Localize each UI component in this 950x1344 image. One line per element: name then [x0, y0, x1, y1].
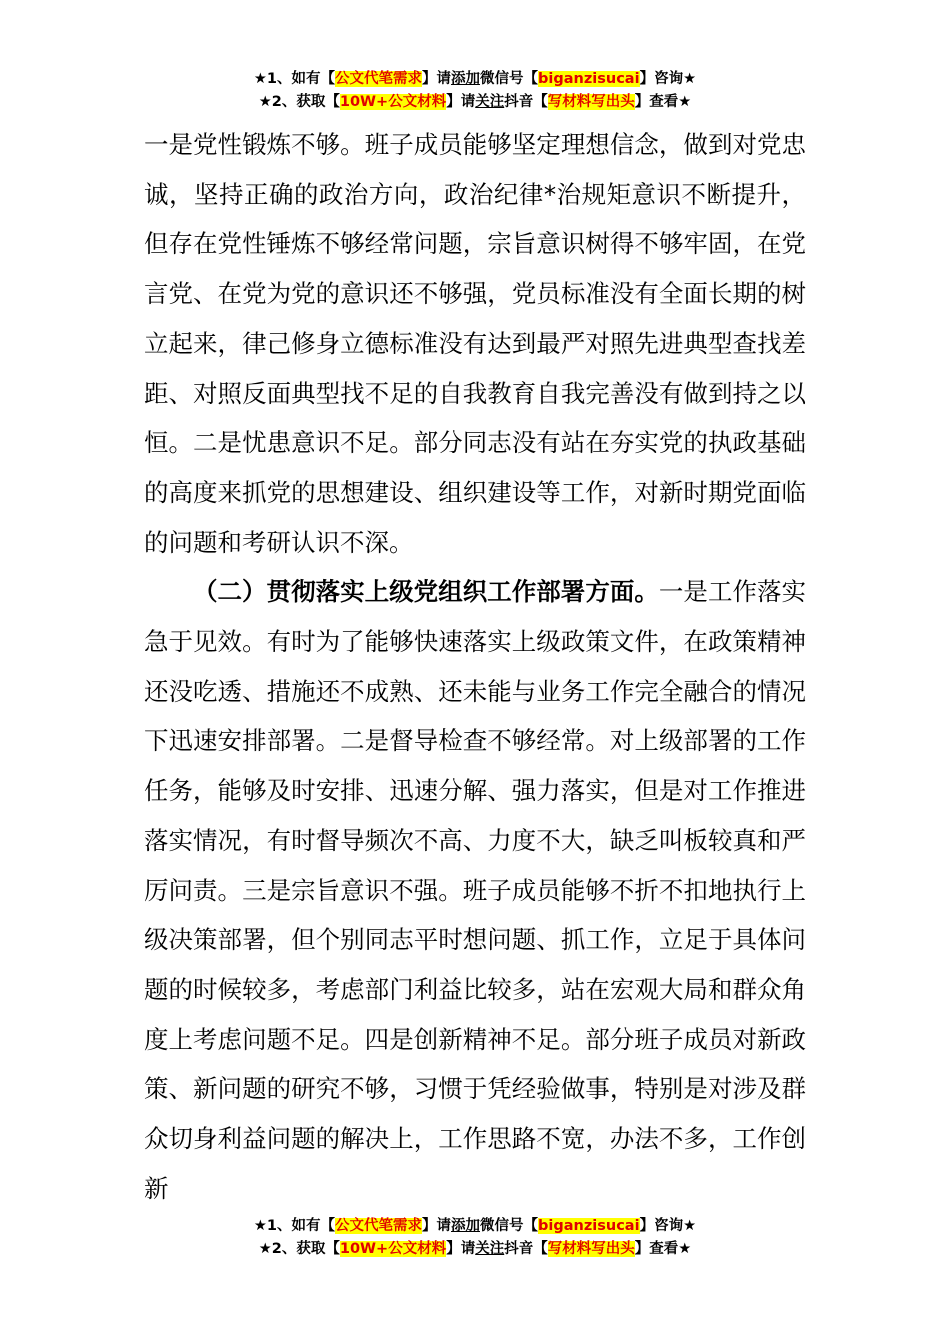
banner-1-prefix: ★1、如有【	[253, 71, 336, 87]
footer-1-middle-2: 微信号【	[480, 1218, 539, 1234]
banner-1-emphasis: 添加	[451, 71, 481, 87]
banner-2-suffix: 】查看★	[634, 94, 692, 110]
footer-2-highlight-1: 10W+公文材料	[339, 1241, 447, 1257]
banner-1-middle-1: 】请	[422, 71, 452, 87]
footer-1-suffix: 】咨询★	[639, 1218, 697, 1234]
footer-banner	[0, 1215, 950, 1261]
banner-2-highlight-1: 10W+公文材料	[339, 94, 447, 110]
footer-1-middle-1: 】请	[422, 1218, 452, 1234]
footer-1-highlight-1: 公文代笔需求	[335, 1218, 423, 1234]
footer-line-2	[0, 1238, 950, 1261]
banner-2-middle-2: 抖音【	[504, 94, 548, 110]
section-body: 一是工作落实急于见效。有时为了能够快速落实上级政策文件，在政策精神还没吃透、措施还不成熟、还未能与业务工作完全融合的情况下迅速安排部署。二是督导检查不够经常。对上级部署的工作任务，能够及时安排、迅速分解、强力落实，但是对工作推进落实情况，有时督导频次不高、力度不大，缺乏叫板较真和严厉问责。三是宗旨意识不强。班子成员能够不折不扣地执行上级决策部署，但个别同志平时想问题、抓工作，立足于具体问题的时候较多，考虑部门利益比较多，站在宏观大局和群众角度上考虑问题不足。四是创新精神不足。部分班子成员对新政策、新问题的研究不够，习惯于凭经验做事，特别是对涉及群众切身利益问题的解决上，工作思路不宽，办法不多，工作创新	[144, 577, 807, 1203]
footer-2-middle-2: 抖音【	[504, 1241, 548, 1257]
footer-line-1	[0, 1215, 950, 1238]
footer-2-highlight-2: 写材料写出头	[547, 1241, 635, 1257]
banner-1-middle-2: 微信号【	[480, 71, 539, 87]
banner-2-middle-1: 】请	[446, 94, 476, 110]
footer-2-prefix: ★2、获取【	[258, 1241, 340, 1257]
banner-1-suffix: 】咨询★	[639, 71, 697, 87]
footer-2-suffix: 】查看★	[634, 1241, 692, 1257]
banner-2-prefix: ★2、获取【	[258, 94, 340, 110]
footer-1-emphasis: 添加	[451, 1218, 481, 1234]
header-banner	[0, 68, 950, 114]
banner-line-1	[0, 68, 950, 91]
footer-2-emphasis: 关注	[475, 1241, 505, 1257]
footer-1-prefix: ★1、如有【	[253, 1218, 336, 1234]
banner-1-highlight-1: 公文代笔需求	[335, 71, 423, 87]
document-body	[144, 120, 806, 1213]
section-heading: （二）贯彻落实上级党组织工作部署方面。	[193, 577, 659, 607]
banner-line-2	[0, 91, 950, 114]
paragraph-implementation	[144, 567, 806, 1213]
banner-2-emphasis: 关注	[475, 94, 505, 110]
banner-2-highlight-2: 写材料写出头	[547, 94, 635, 110]
footer-2-middle-1: 】请	[446, 1241, 476, 1257]
footer-1-highlight-2: biganzisucai	[538, 1218, 640, 1234]
paragraph-party-spirit: 一是党性锻炼不够。班子成员能够坚定理想信念，做到对党忠诚，坚持正确的政治方向，政治纪律*治规矩意识不断提升，但存在党性锤炼不够经常问题，宗旨意识树得不够牢固，在党言党、在党为党的意识还不够强，党员标准没有全面长期的树立起来，律己修身立德标准没有达到最严对照先进典型查找差距、对照反面典型找不足的自我教育自我完善没有做到持之以恒。二是忧患意识不足。部分同志没有站在夯实党的执政基础的高度来抓党的思想建设、组织建设等工作，对新时期党面临的问题和考研认识不深。	[144, 130, 806, 557]
banner-1-highlight-2: biganzisucai	[538, 71, 640, 87]
